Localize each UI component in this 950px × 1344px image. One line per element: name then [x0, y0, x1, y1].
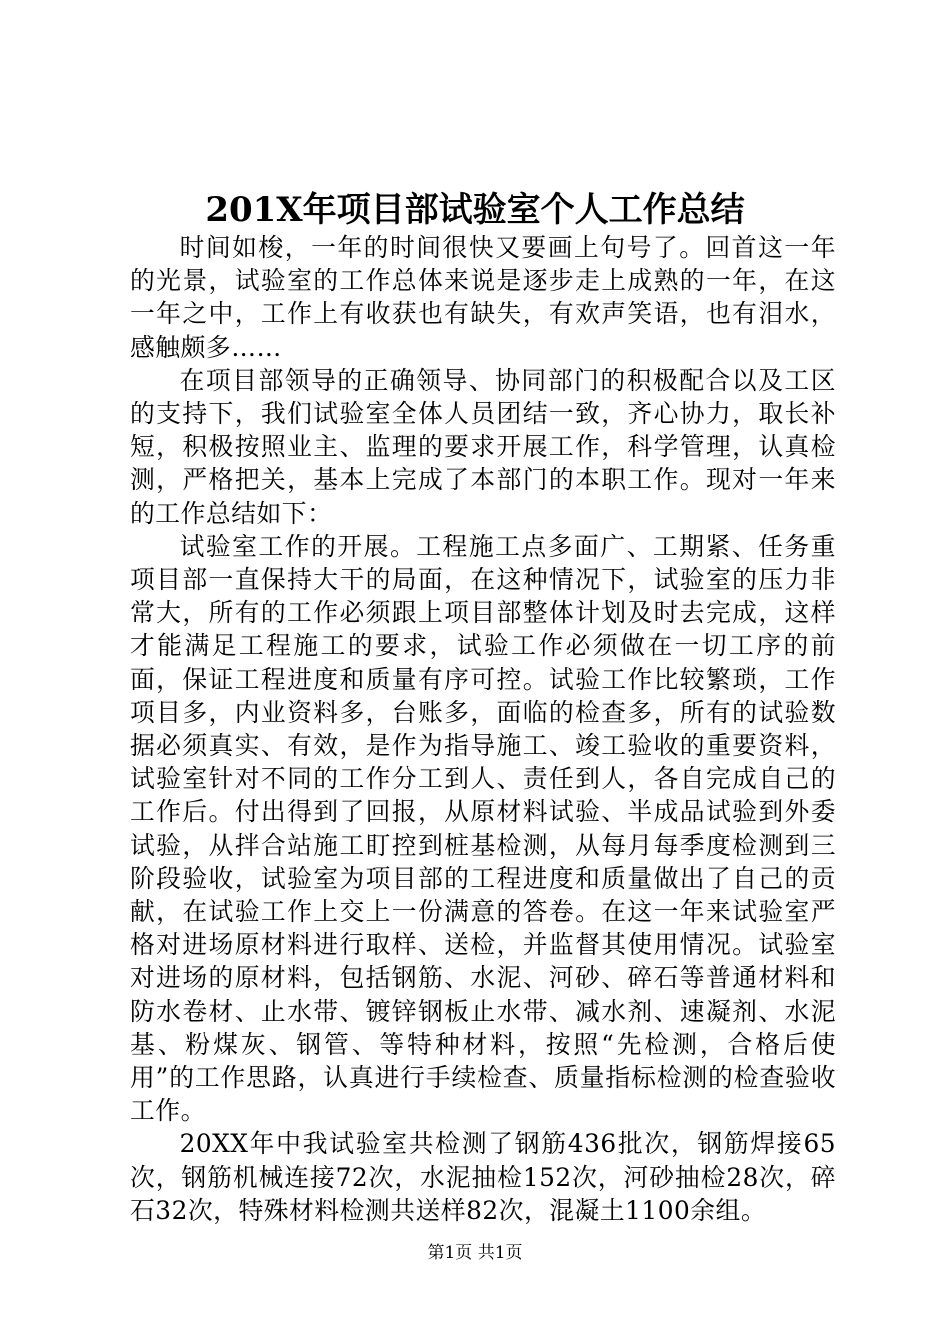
paragraph-intro: 时间如梭，一年的时间很快又要画上句号了。回首这一年的光景，试验室的工作总体来说是逐步走上成熟的一年，在这一年之中，工作上有收获也有缺失，有欢声笑语，也有泪水，感触颇多……	[130, 233, 836, 362]
paragraph-statistics: 20XX年中我试验室共检测了钢筋436批次，钢筋焊接65次，钢筋机械连接72次，水泥抽检152次，河砂抽检28次，碎石32次，特殊材料检测共送样82次，混凝土1100余组。	[130, 1129, 836, 1225]
document-title: 201X年项目部试验室个人工作总结	[205, 190, 745, 230]
paragraph-lab-work: 试验室工作的开展。工程施工点多面广、工期紧、任务重项目部一直保持大干的局面，在这种情况下，试验室的压力非常大，所有的工作必须跟上项目部整体计划及时去完成，这样才能满足工程施工的要求，试验工作必须做在一切工序的前面，保证工程进度和质量有序可控。试验工作比较繁琐，工作项目多，内业资料多，台账多，面临的检查多，所有的试验数据必须真实、有效，是作为指导施工、竣工验收的重要资料，试验室针对不同的工作分工到人、责任到人，各自完成自己的工作后。付出得到了回报，从原材料试验、半成品试验到外委试验，从拌合站施工盯控到桩基检测，从每月每季度检测到三阶段验收，试验室为项目部的工程进度和质量做出了自己的贡献，在试验工作上交上一份满意的答卷。在这一年来试验室严格对进场原材料进行取样、送检，并监督其使用情况。试验室对进场的原材料，包括钢筋、水泥、河砂、碎石等普通材料和防水卷材、止水带、镀锌钢板止水带、减水剂、速凝剂、水泥基、粉煤灰、钢管、等特种材料，按照“先检测，合格后使用”的工作思路，认真进行手续检查、质量指标检测的检查验收工作。	[130, 531, 836, 1126]
paragraph-overview: 在项目部领导的正确领导、协同部门的积极配合以及工区的支持下，我们试验室全体人员团结一致，齐心协力，取长补短，积极按照业主、监理的要求开展工作，科学管理，认真检测，严格把关，基本上完成了本部门的本职工作。现对一年来的工作总结如下：	[130, 365, 836, 528]
document-body	[130, 231, 836, 1227]
page-footer: 第1页 共1页	[427, 1243, 523, 1263]
